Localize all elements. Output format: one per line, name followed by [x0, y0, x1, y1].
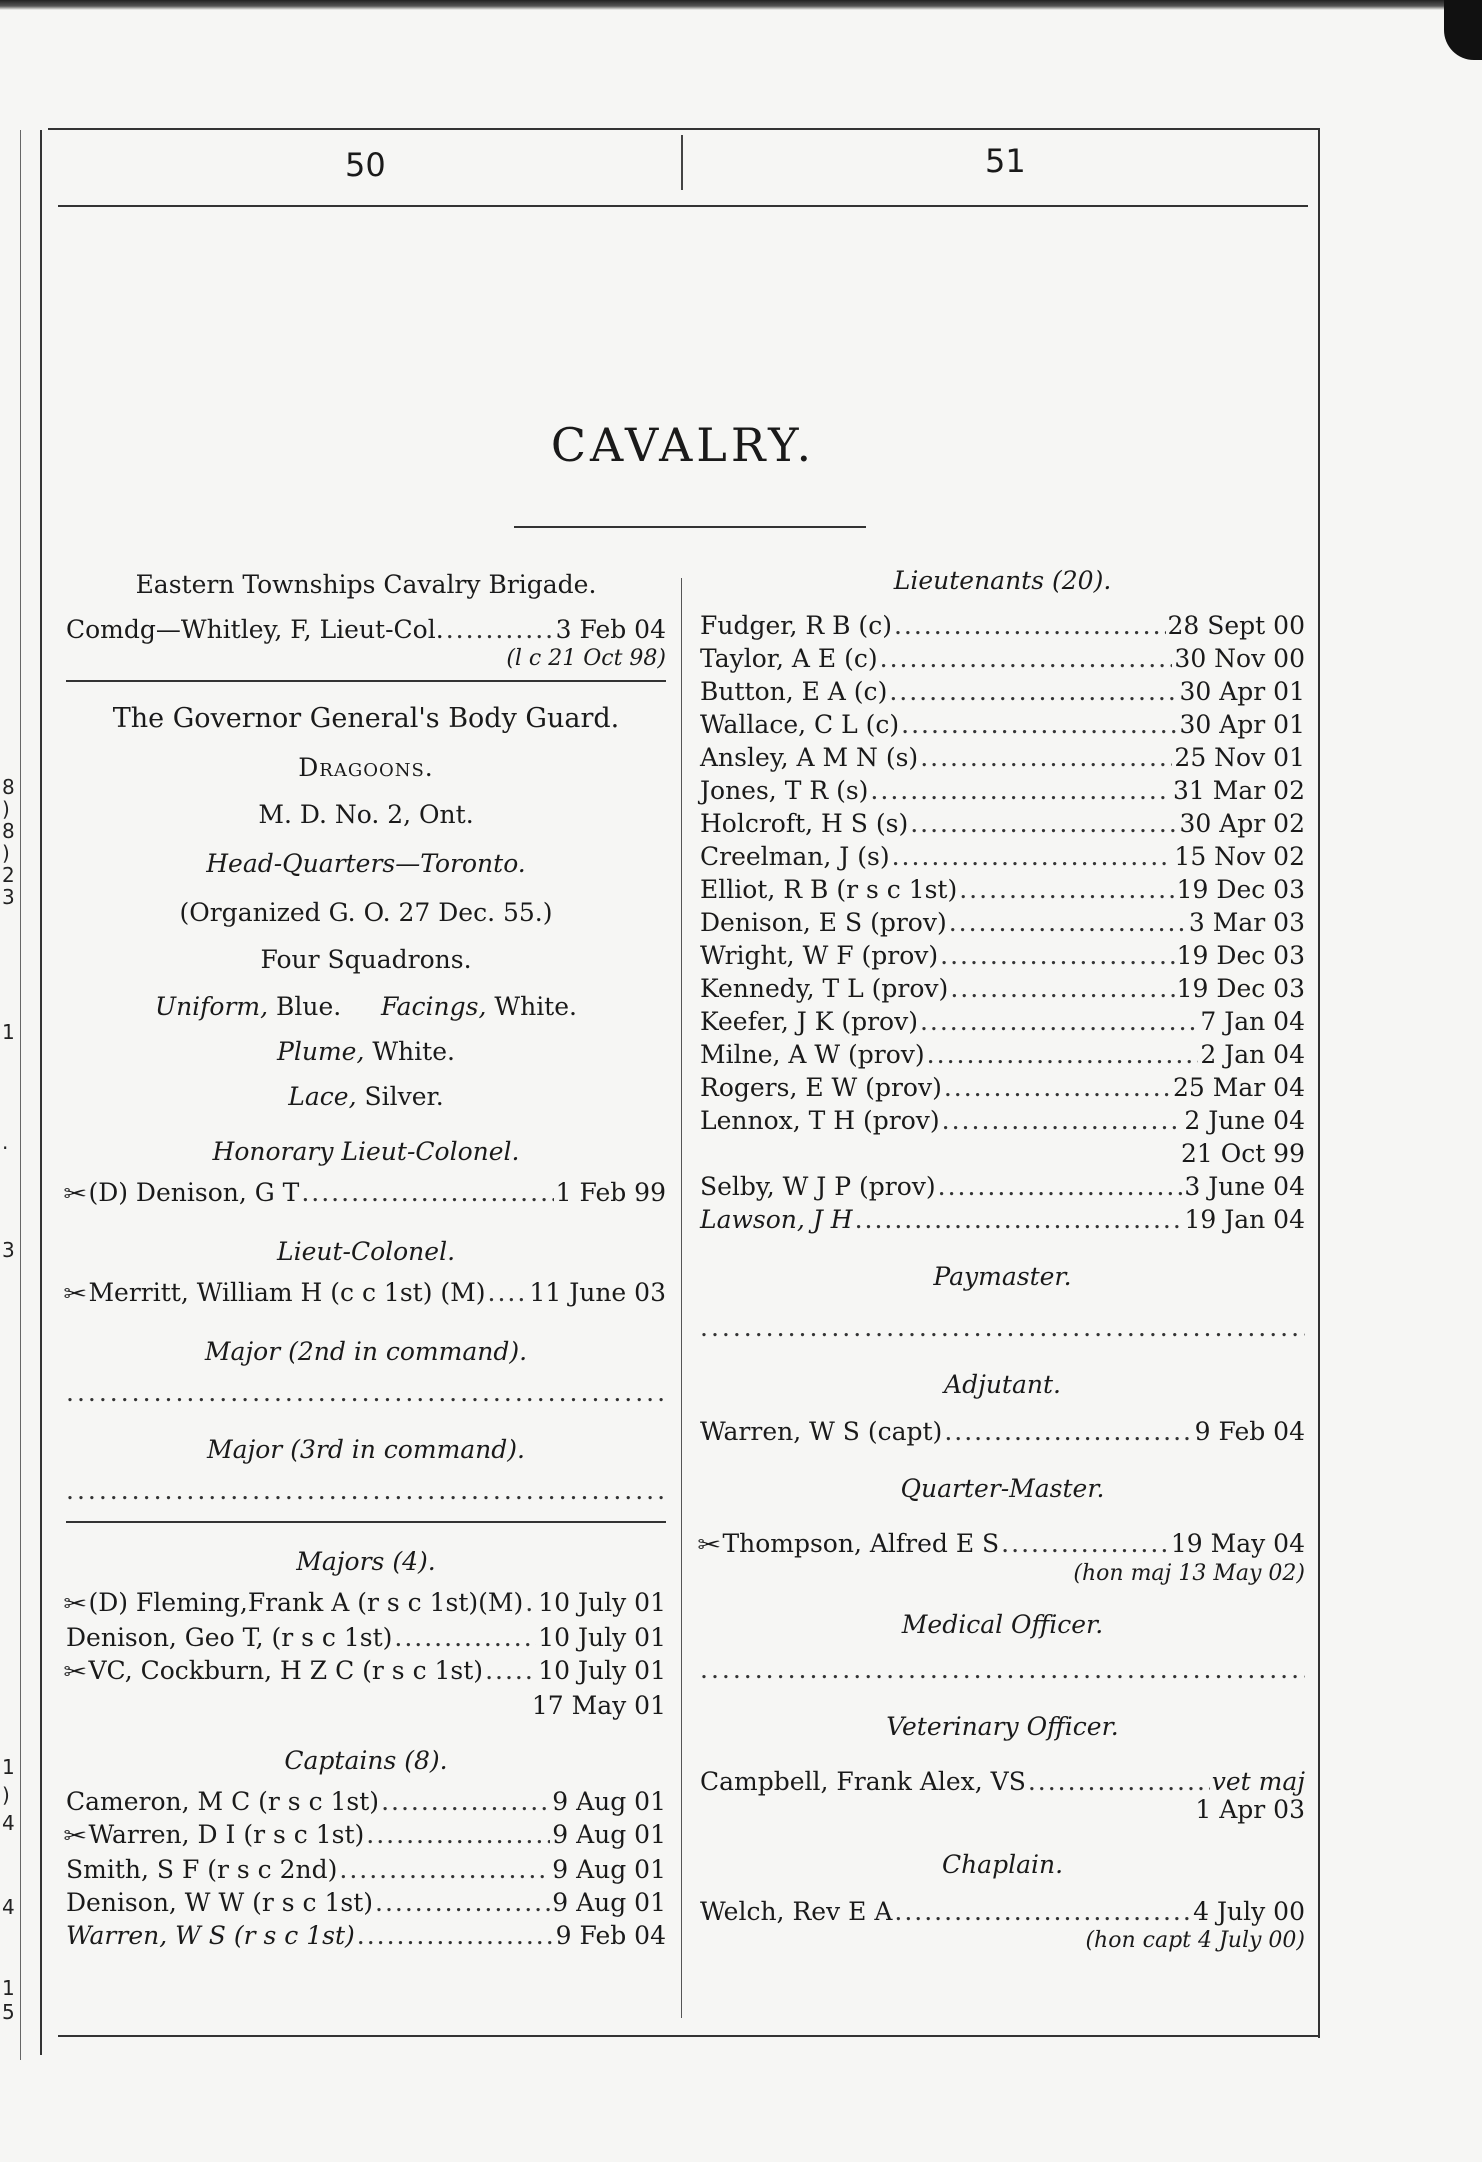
lieutenant-row [700, 939, 1305, 972]
margin-fragment: 1 [2, 1755, 15, 1779]
veterinary-row [700, 1765, 1305, 1798]
leader-dots [927, 1038, 1199, 1071]
entry-name: Button, E A (c) [700, 677, 888, 706]
entry-date: 1 Feb 99 [555, 1178, 666, 1207]
entry-date: 30 Apr 02 [1179, 809, 1305, 838]
entry-date: vet maj [1211, 1767, 1305, 1796]
entry-date: 19 Dec 03 [1176, 941, 1305, 970]
margin-fragment: 3 [2, 1238, 15, 1262]
unit-name: The Governor General's Body Guard. [112, 703, 620, 734]
entry-date: 2 Jan 04 [1200, 1040, 1305, 1069]
entry-name: Creelman, J (s) [700, 842, 890, 871]
leader-dots [892, 840, 1173, 873]
entry-date: 31 Mar 02 [1173, 776, 1305, 805]
uniform-line [66, 990, 666, 1023]
shears-icon: ✂ [63, 1824, 88, 1849]
leader-dots [870, 774, 1171, 807]
uniform-value: Blue. [276, 992, 342, 1021]
title-rule [514, 526, 866, 528]
adjutant-heading: Adjutant. [944, 1370, 1061, 1399]
entry-date: 9 Feb 04 [1194, 1417, 1305, 1446]
lieutenant-row [700, 1203, 1305, 1236]
vacant-dotted-line [66, 1474, 666, 1507]
entry-name: Lawson, J H [700, 1205, 853, 1234]
leader-dots [894, 609, 1166, 642]
entry-name: Thompson, Alfred E S [722, 1529, 1000, 1558]
margin-fragment: ) [2, 841, 10, 865]
margin-fragment: 3 [2, 885, 15, 909]
leader-dots [525, 1586, 536, 1619]
major-row [63, 1586, 666, 1621]
leader-dots [485, 1654, 536, 1687]
entry-name: (D) Fleming,Frank A (r s c 1st)(M) [88, 1588, 524, 1617]
entry-date: 25 Nov 01 [1174, 743, 1305, 772]
entry-name: Warren, W S (capt) [700, 1417, 943, 1446]
leader-dots [366, 1818, 550, 1851]
leader-dots [959, 873, 1174, 906]
entry-name: Keefer, J K (prov) [700, 1007, 918, 1036]
lieutenant-row [700, 1170, 1305, 1203]
lieutenant-row [700, 1005, 1305, 1038]
lieutenant-row [700, 1071, 1305, 1104]
frame-top-rule [48, 128, 1318, 130]
leader-dots [889, 675, 1177, 708]
header-divider [681, 135, 683, 190]
paymaster-heading: Paymaster. [933, 1262, 1072, 1291]
brigade-heading: Eastern Townships Cavalry Brigade. [135, 570, 597, 599]
captain-row [66, 1919, 666, 1952]
captain-row [66, 1886, 666, 1919]
leader-dots [920, 741, 1172, 774]
right-column [697, 564, 1305, 1954]
shears-icon: ✂ [63, 1282, 88, 1307]
lace-line [66, 1080, 666, 1113]
leader-dots [339, 1853, 550, 1886]
entry-date: 25 Mar 04 [1173, 1073, 1305, 1102]
entry-note: 17 May 01 [531, 1691, 666, 1720]
entry-name: Lennox, T H (prov) [700, 1106, 940, 1135]
entry-date: 10 July 01 [538, 1623, 666, 1652]
leader-dots [357, 1919, 554, 1952]
leader-dots [301, 1176, 553, 1209]
entry-name: Denison, W W (r s c 1st) [66, 1888, 374, 1917]
section-rule [66, 680, 666, 682]
plume-line [66, 1035, 666, 1068]
entry-note: 1 Apr 03 [1195, 1795, 1305, 1824]
lieutenant-row [700, 642, 1305, 675]
leader-dots [381, 1785, 550, 1818]
leader-dots [944, 1071, 1171, 1104]
entry-date: 9 Aug 01 [552, 1855, 666, 1884]
lieutenant-row [700, 1104, 1305, 1137]
entry-name: Taylor, A E (c) [700, 644, 878, 673]
left-column [63, 568, 666, 1952]
entry-date: 30 Nov 00 [1174, 644, 1305, 673]
entry-name: Comdg—Whitley, F, Lieut-Col. [66, 615, 444, 644]
margin-fragments [0, 0, 20, 2162]
margin-fragment: . [2, 1130, 9, 1154]
entry-name: Ansley, A M N (s) [700, 743, 919, 772]
vacant-dotted-line [700, 1653, 1305, 1686]
entry-date: 30 Apr 01 [1179, 710, 1305, 739]
leader-dots [910, 807, 1177, 840]
entry-note: (l c 21 Oct 98) [506, 646, 666, 671]
plume-value: White. [372, 1037, 455, 1066]
major-3rd-heading: Major (3rd in command). [207, 1435, 525, 1464]
entry-date: 11 June 03 [529, 1278, 666, 1307]
uniform-label: Uniform, [155, 992, 269, 1021]
column-divider [681, 578, 682, 2018]
entry-name: Milne, A W (prov) [700, 1040, 925, 1069]
page-number-left: 50 [345, 146, 386, 184]
entry-name: Warren, W S (r s c 1st) [66, 1921, 355, 1950]
margin-fragment: 2 [2, 863, 15, 887]
leader-dots [855, 1203, 1183, 1236]
entry-name: Denison, E S (prov) [700, 908, 947, 937]
shears-icon: ✂ [697, 1533, 722, 1558]
margin-fragment: 5 [2, 2000, 15, 2024]
entry-name: Rogers, E W (prov) [700, 1073, 942, 1102]
leader-dots [938, 1170, 1183, 1203]
medical-heading: Medical Officer. [901, 1610, 1104, 1639]
entry-date: 19 Dec 03 [1176, 974, 1305, 1003]
entry-date: 19 Jan 04 [1184, 1205, 1305, 1234]
entry-name: Jones, T R (s) [700, 776, 869, 805]
lieutenant-row [700, 609, 1305, 642]
major-row [63, 1654, 666, 1689]
entry-date: 19 Dec 03 [1176, 875, 1305, 904]
margin-fragment: 4 [2, 1895, 15, 1919]
hon-lt-col-row [63, 1176, 666, 1211]
entry-name: (D) Denison, G T [88, 1178, 300, 1207]
margin-fragment: 4 [2, 1811, 15, 1835]
leader-dots [940, 939, 1175, 972]
chaplain-heading: Chaplain. [941, 1850, 1064, 1879]
leader-dots [942, 1104, 1183, 1137]
lieutenant-row [700, 807, 1305, 840]
leader-dots [1028, 1765, 1210, 1798]
entry-date: 19 May 04 [1170, 1529, 1305, 1558]
lieutenant-row [700, 873, 1305, 906]
lt-col-heading: Lieut-Colonel. [276, 1237, 456, 1266]
lieutenant-row [700, 708, 1305, 741]
facings-label: Facings, [381, 992, 487, 1021]
leader-dots [375, 1886, 550, 1919]
entry-note: (hon maj 13 May 02) [1073, 1561, 1305, 1586]
leader-dots [949, 906, 1187, 939]
entry-date: 9 Aug 01 [552, 1787, 666, 1816]
page-number-right: 51 [985, 142, 1026, 180]
leader-dots [901, 708, 1177, 741]
lieutenant-row [700, 906, 1305, 939]
entry-note: (hon capt 4 July 00) [1085, 1928, 1305, 1953]
margin-fragment: ) [2, 1783, 10, 1807]
header-rule [58, 205, 1308, 207]
leader-dots [1001, 1527, 1169, 1560]
entry-date: 28 Sept 00 [1167, 611, 1305, 640]
entry-date: 7 Jan 04 [1200, 1007, 1305, 1036]
entry-name: Selby, W J P (prov) [700, 1172, 936, 1201]
entry-date: 3 Mar 03 [1188, 908, 1305, 937]
hon-lt-col-heading: Honorary Lieut-Colonel. [212, 1137, 520, 1166]
chaplain-row [700, 1895, 1305, 1928]
lieutenant-row [700, 675, 1305, 708]
lace-label: Lace, [288, 1082, 357, 1111]
lieutenants-heading: Lieutenants (20). [893, 566, 1112, 595]
squadrons: Four Squadrons. [260, 945, 472, 974]
entry-name: Kennedy, T L (prov) [700, 974, 949, 1003]
entry-date: 4 July 00 [1193, 1897, 1305, 1926]
section-rule [66, 1521, 666, 1523]
entry-name: Welch, Rev E A [700, 1897, 893, 1926]
lieutenant-row [700, 840, 1305, 873]
entry-date: 30 Apr 01 [1179, 677, 1305, 706]
entry-date: 9 Aug 01 [552, 1888, 666, 1917]
veterinary-heading: Veterinary Officer. [886, 1712, 1119, 1741]
entry-date: 9 Aug 01 [552, 1820, 666, 1849]
leader-dots [394, 1621, 536, 1654]
captains-heading: Captains (8). [284, 1746, 448, 1775]
leader-dots [488, 1276, 528, 1309]
lt-col-row [63, 1276, 666, 1311]
entry-name: Campbell, Frank Alex, VS [700, 1767, 1026, 1796]
leader-dots [950, 972, 1174, 1005]
entry-name: Merritt, William H (c c 1st) (M) [88, 1278, 486, 1307]
page-title: CAVALRY. [550, 418, 816, 472]
leader-dots [894, 1895, 1191, 1928]
headquarters: Head-Quarters—Toronto. [206, 849, 526, 878]
leader-dots [920, 1005, 1198, 1038]
entry-name: Wright, W F (prov) [700, 941, 939, 970]
entry-name: Fudger, R B (c) [700, 611, 892, 640]
shears-icon: ✂ [63, 1592, 88, 1617]
major-2nd-heading: Major (2nd in command). [204, 1337, 528, 1366]
page-corner-shadow [1444, 0, 1482, 60]
margin-fragment: ) [2, 797, 10, 821]
adjutant-row [700, 1415, 1305, 1448]
entry-date: 3 June 04 [1184, 1172, 1305, 1201]
entry-date: 15 Nov 02 [1174, 842, 1305, 871]
lieutenant-row [700, 1038, 1305, 1071]
vacant-dotted-line [700, 1311, 1305, 1344]
lieutenant-row [700, 774, 1305, 807]
page-top-edge [0, 0, 1482, 10]
leader-dots [944, 1415, 1192, 1448]
entry-date: 10 July 01 [538, 1656, 666, 1685]
major-row [66, 1621, 666, 1654]
vacant-dotted-line [66, 1376, 666, 1409]
entry-name: Cameron, M C (r s c 1st) [66, 1787, 380, 1816]
quartermaster-row [697, 1527, 1305, 1562]
leader-dots [880, 642, 1173, 675]
captain-row [66, 1853, 666, 1886]
entry-name: VC, Cockburn, H Z C (r s c 1st) [88, 1656, 484, 1685]
entry-name: Denison, Geo T, (r s c 1st) [66, 1623, 393, 1652]
entry-date: 9 Feb 04 [555, 1921, 666, 1950]
brigade-commander-row [66, 613, 666, 646]
entry-name: Holcroft, H S (s) [700, 809, 909, 838]
margin-fragment: 8 [2, 775, 15, 799]
lieutenant-row [700, 741, 1305, 774]
quartermaster-heading: Quarter-Master. [900, 1474, 1105, 1503]
entry-note: 21 Oct 99 [1180, 1139, 1305, 1168]
shears-icon: ✂ [63, 1660, 88, 1685]
lace-value: Silver. [364, 1082, 444, 1111]
entry-date: 10 July 01 [538, 1588, 666, 1617]
unit-type: Dragoons. [298, 753, 434, 782]
margin-fragment: 8 [2, 819, 15, 843]
lieutenant-row [700, 972, 1305, 1005]
military-district: M. D. No. 2, Ont. [258, 800, 474, 829]
frame-bottom-rule [58, 2035, 1318, 2037]
plume-label: Plume, [277, 1037, 365, 1066]
margin-fragment: 1 [2, 1976, 15, 2000]
leader-dots [446, 613, 554, 646]
entry-date: 3 Feb 04 [555, 615, 666, 644]
margin-fragment: 1 [2, 1020, 15, 1044]
entry-name: Warren, D I (r s c 1st) [88, 1820, 365, 1849]
shears-icon: ✂ [63, 1182, 88, 1207]
facings-value: White. [494, 992, 577, 1021]
entry-name: Wallace, C L (c) [700, 710, 900, 739]
majors-heading: Majors (4). [296, 1547, 436, 1576]
organized-note: (Organized G. O. 27 Dec. 55.) [179, 898, 553, 927]
entry-name: Elliot, R B (r s c 1st) [700, 875, 958, 904]
captain-row [63, 1818, 666, 1853]
entry-date: 2 June 04 [1184, 1106, 1305, 1135]
captain-row [66, 1785, 666, 1818]
entry-name: Smith, S F (r s c 2nd) [66, 1855, 338, 1884]
